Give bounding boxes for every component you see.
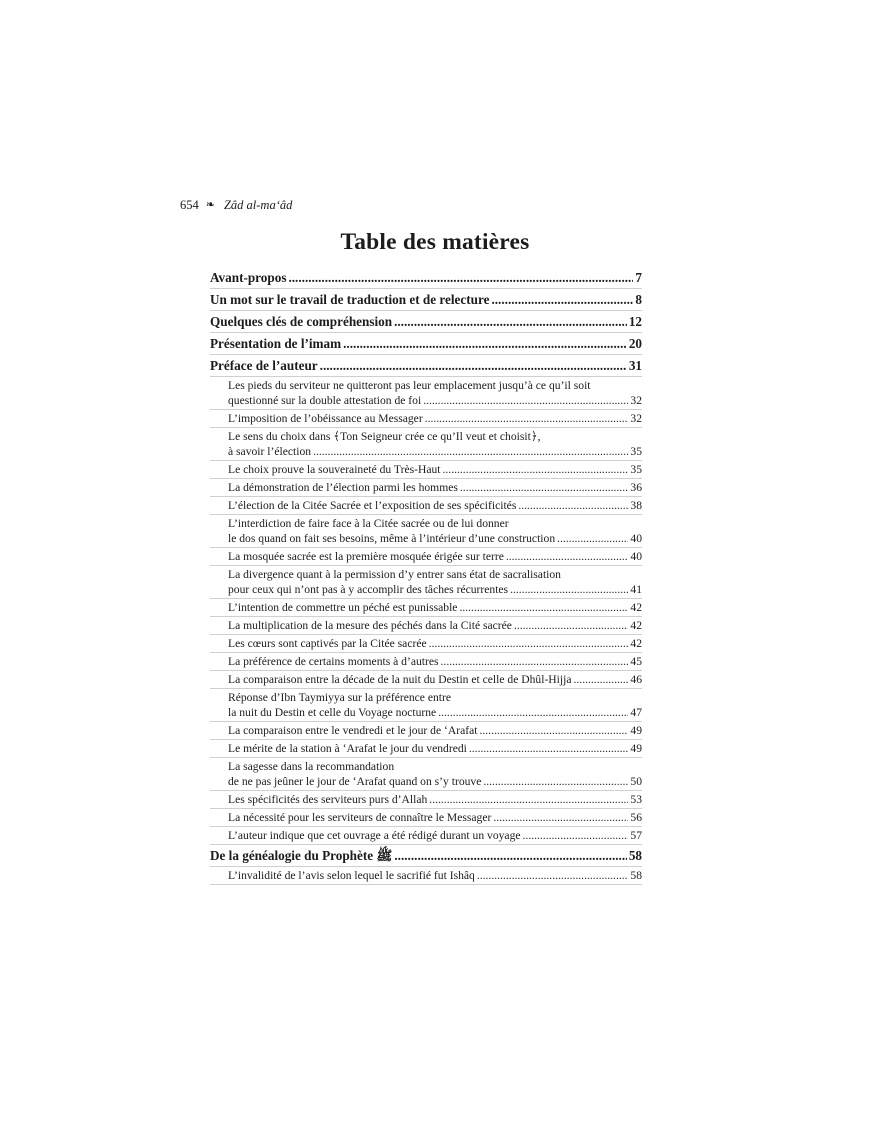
toc-section-entry [210, 671, 642, 689]
toc-entry-text: L’auteur indique que cet ouvrage a été rédigé durant un voyage [228, 829, 521, 842]
toc-entry-text: La comparaison entre la décade de la nuit du Destin et celle de Dhûl-Hijja [228, 673, 572, 686]
toc-page-number: 7 [635, 270, 642, 285]
toc-entry-line [228, 705, 642, 721]
toc-chapter-entry [210, 845, 642, 867]
dot-leader [423, 393, 628, 409]
toc-section-entry [210, 740, 642, 758]
toc-entry-text: Le mérite de la station à ‘Arafat le jour du vendredi [228, 742, 467, 755]
toc-entry-line [228, 792, 642, 808]
toc-chapter-entry [210, 355, 642, 377]
fleuron-icon: ❧ [205, 199, 215, 211]
toc-entry-line [210, 268, 642, 288]
toc-page-number: 20 [628, 336, 642, 351]
toc-page-number: 42 [630, 601, 642, 614]
toc-entry-line [228, 741, 642, 757]
toc-page-number: 12 [628, 314, 642, 329]
toc-page-number: 49 [630, 724, 642, 737]
toc-page-number: 56 [630, 811, 642, 824]
toc-entry-text: L’imposition de l’obéissance au Messager [228, 412, 423, 425]
toc-entry-line [228, 531, 642, 547]
toc-entry-text: Un mot sur le travail de traduction et de relecture [210, 292, 490, 307]
dot-leader [574, 672, 629, 688]
toc-entry-text: La démonstration de l’élection parmi les hommes [228, 481, 458, 494]
dot-leader [518, 498, 628, 514]
toc-page-number: 35 [630, 445, 642, 458]
dot-leader [483, 774, 628, 790]
dot-leader [557, 531, 628, 547]
dot-leader [477, 868, 629, 884]
toc-chapter-entry [210, 311, 642, 333]
toc-page-number: 40 [630, 550, 642, 563]
toc-entry-line [210, 356, 642, 376]
toc-entry-text: La divergence quant à la permission d’y entrer sans état de sacralisation [228, 568, 561, 581]
toc-section-entry [210, 689, 642, 722]
toc-section-entry [210, 566, 642, 599]
toc-page-number: 32 [630, 394, 642, 407]
dot-leader [425, 411, 629, 427]
toc-page-number: 57 [630, 829, 642, 842]
dot-leader [523, 828, 629, 844]
toc-entry-line [228, 828, 642, 844]
book-title: Zâd al-ma‘âd [223, 198, 293, 212]
dot-leader [343, 334, 627, 354]
toc-entry-line [228, 774, 642, 790]
toc-section-entry [210, 635, 642, 653]
toc-chapter-entry [210, 289, 642, 311]
toc-section-entry [210, 758, 642, 791]
toc-entry-line [228, 393, 642, 409]
toc-entry-text: Les cœurs sont captivés par la Citée sacrée [228, 637, 427, 650]
dot-leader [320, 356, 627, 376]
dot-leader [491, 290, 633, 310]
toc-section-entry [210, 617, 642, 635]
toc-entry-text: L’invalidité de l’avis selon lequel le sacrifié fut Ishâq [228, 869, 475, 882]
page-title: Table des matières [340, 229, 530, 255]
toc-entry-text: La mosquée sacrée est la première mosquée érigée sur terre [228, 550, 504, 563]
toc-page-number: 45 [630, 655, 642, 668]
toc-chapter-entry [210, 267, 642, 289]
toc-page-number: 46 [630, 673, 642, 686]
toc-entry-text: La nécessité pour les serviteurs de connaître le Messager [228, 811, 492, 824]
toc-page-number: 42 [630, 619, 642, 632]
toc-entry-line [228, 582, 642, 598]
toc-entry-line [228, 600, 642, 616]
dot-leader [514, 618, 628, 634]
toc-entry-line [228, 444, 642, 460]
toc-page-number: 32 [630, 412, 642, 425]
toc-entry-line [228, 549, 642, 565]
dot-leader [443, 462, 629, 478]
toc-section-entry [210, 461, 642, 479]
toc-entry-text: Réponse d’Ibn Taymiyya sur la préférence entre [228, 691, 452, 704]
toc-section-entry [210, 479, 642, 497]
toc-entry-text: L’intention de commettre un péché est punissable [228, 601, 458, 614]
toc-entry-line [228, 480, 642, 496]
dot-leader [459, 600, 628, 616]
dot-leader [429, 792, 628, 808]
toc-entry-text: L’interdiction de faire face à la Citée sacrée ou de lui donner [228, 517, 509, 530]
toc-page-number: 40 [630, 532, 642, 545]
toc-section-entry [210, 497, 642, 515]
dot-leader [460, 480, 629, 496]
running-header [180, 197, 292, 213]
toc-entry-text: pour ceux qui n’ont pas à y accomplir des tâches récurrentes [228, 583, 509, 596]
toc-entry-text: Les spécificités des serviteurs purs d’Allah [228, 793, 428, 806]
toc-section-entry [210, 791, 642, 809]
toc-section-entry [210, 827, 642, 845]
toc-entry-line [228, 462, 642, 478]
toc-section-entry [210, 410, 642, 428]
toc-entry-text: Présentation de l’imam [210, 336, 342, 351]
toc-section-entry [210, 867, 642, 885]
toc-page-number: 49 [630, 742, 642, 755]
toc-entry-line [228, 654, 642, 670]
toc-section-entry [210, 548, 642, 566]
toc-entry-line [228, 411, 642, 427]
toc-entry-line [210, 846, 642, 866]
toc-entry-text: Le sens du choix dans ﴾Ton Seigneur crée ce qu’Il veut et choisit﴿, [228, 430, 541, 443]
toc-section-entry [210, 428, 642, 461]
toc-entry-text: Préface de l’auteur [210, 358, 318, 373]
dot-leader [288, 268, 633, 288]
toc-chapter-entry [210, 333, 642, 355]
toc-entry-text: La comparaison entre le vendredi et le jour de ‘Arafat [228, 724, 478, 737]
toc-entry-text: la nuit du Destin et celle du Voyage nocturne [228, 706, 437, 719]
toc-section-entry [210, 377, 642, 410]
dot-leader [429, 636, 629, 652]
toc-entry-text: de ne pas jeûner le jour de ‘Arafat quand on s’y trouve [228, 775, 482, 788]
dot-leader [479, 723, 628, 739]
toc-section-entry [210, 809, 642, 827]
toc-entry-line [228, 723, 642, 739]
toc-page-number: 38 [630, 499, 642, 512]
dot-leader [493, 810, 628, 826]
table-of-contents [210, 267, 642, 885]
toc-entry-text: Quelques clés de compréhension [210, 314, 393, 329]
toc-entry-text: La préférence de certains moments à d’autres [228, 655, 439, 668]
toc-page-number: 31 [628, 358, 642, 373]
dot-leader [441, 654, 629, 670]
toc-entry-line [228, 672, 642, 688]
dot-leader [438, 705, 628, 721]
toc-entry-line [228, 636, 642, 652]
toc-entry-text: De la généalogie du Prophète ﷺ [210, 848, 393, 863]
toc-entry-text: le dos quand on fait ses besoins, même à l’intérieur d’une construction [228, 532, 556, 545]
toc-entry-text: questionné sur la double attestation de foi [228, 394, 422, 407]
toc-page-number: 8 [635, 292, 642, 307]
toc-page-number: 36 [630, 481, 642, 494]
toc-entry-line [210, 334, 642, 354]
dot-leader [394, 846, 626, 866]
toc-page-number: 58 [628, 848, 642, 863]
toc-entry-line [210, 312, 642, 332]
toc-entry-text: Les pieds du serviteur ne quitteront pas leur emplacement jusqu’à ce qu’il soit [228, 379, 591, 392]
dot-leader [313, 444, 628, 460]
dot-leader [469, 741, 629, 757]
toc-entry-text: à savoir l’élection [228, 445, 312, 458]
toc-page-number: 50 [630, 775, 642, 788]
toc-entry-line [228, 498, 642, 514]
toc-page-number: 47 [630, 706, 642, 719]
toc-entry-line [210, 290, 642, 310]
toc-entry-text: L’élection de la Citée Sacrée et l’exposition de ses spécificités [228, 499, 517, 512]
toc-entry-text: Avant-propos [210, 270, 287, 285]
toc-page-number: 35 [630, 463, 642, 476]
toc-section-entry [210, 722, 642, 740]
toc-page-number: 58 [630, 869, 642, 882]
toc-section-entry [210, 599, 642, 617]
toc-entry-line [228, 618, 642, 634]
toc-page-number: 42 [630, 637, 642, 650]
dot-leader [394, 312, 627, 332]
dot-leader [510, 582, 628, 598]
toc-entry-line [228, 810, 642, 826]
toc-section-entry [210, 515, 642, 548]
toc-section-entry [210, 653, 642, 671]
dot-leader [506, 549, 629, 565]
toc-page-number: 41 [630, 583, 642, 596]
toc-entry-text: La multiplication de la mesure des péchés dans la Cité sacrée [228, 619, 512, 632]
toc-page-number: 53 [630, 793, 642, 806]
toc-entry-text: Le choix prouve la souveraineté du Très-Haut [228, 463, 441, 476]
toc-entry-text: La sagesse dans la recommandation [228, 760, 395, 773]
toc-entry-line [228, 868, 642, 884]
page-number: 654 [180, 198, 199, 212]
